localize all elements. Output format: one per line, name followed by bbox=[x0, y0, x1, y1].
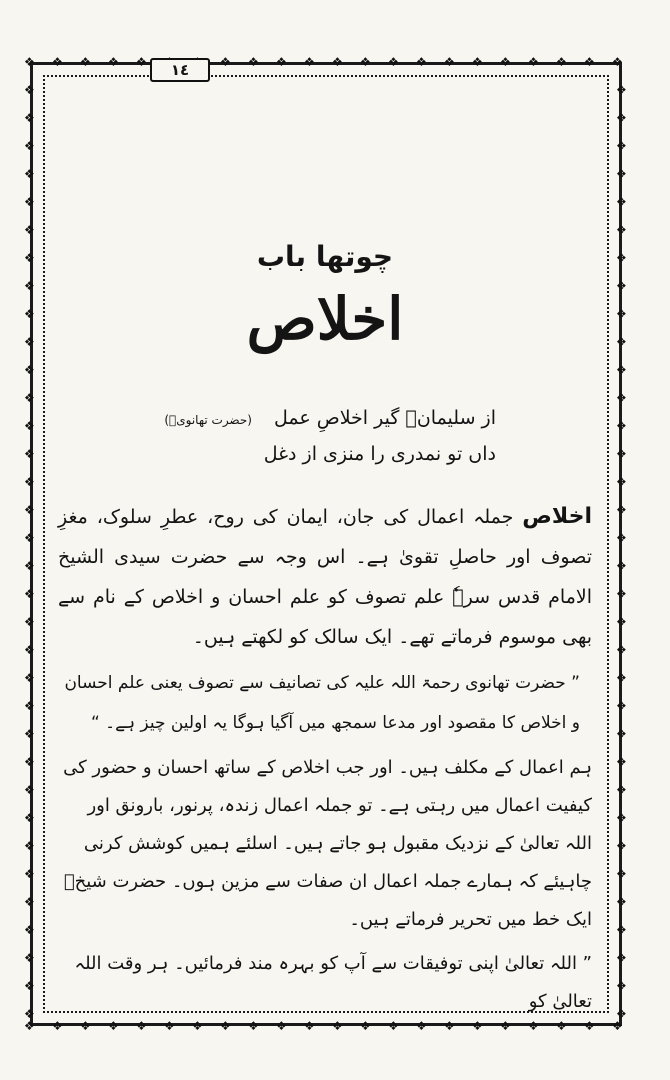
border-ornament: ❖ bbox=[24, 391, 35, 405]
border-ornament: ❖ bbox=[616, 615, 627, 629]
border-ornament: ❖ bbox=[24, 307, 35, 321]
border-ornament: ❖ bbox=[616, 167, 627, 181]
border-ornament: ❖ bbox=[616, 559, 627, 573]
quote: ” حضرت تھانوی رحمۃ اللہ علیہ کی تصانیف سے تصوف یعنی علم احسان و اخلاص کا مقصود اور مدعا سمجھ میں آگیا ہوگا یہ اولین چیز ہے۔ “ bbox=[64, 673, 580, 733]
border-ornament: ❖ bbox=[616, 755, 627, 769]
border-ornament: ❖ bbox=[24, 335, 35, 349]
border-ornament: ❖ bbox=[24, 55, 35, 69]
border-ornament: ❖ bbox=[616, 419, 627, 433]
border-ornament: ❖ bbox=[616, 671, 627, 685]
border-ornament: ❖ bbox=[24, 475, 35, 489]
border-ornament: ❖ bbox=[24, 139, 35, 153]
border-ornament: ❖ bbox=[616, 447, 627, 461]
border-ornament: ❖ bbox=[80, 55, 91, 69]
verse-line-2: داں تو نمدری را منزی از دغل bbox=[263, 443, 496, 465]
border-ornament: ❖ bbox=[24, 839, 35, 853]
chapter-heading: چوتھا باب bbox=[256, 240, 394, 273]
border-ornament: ❖ bbox=[444, 55, 455, 69]
border-ornament: ❖ bbox=[192, 1019, 203, 1033]
border-ornament: ❖ bbox=[616, 223, 627, 237]
border-ornament: ❖ bbox=[24, 811, 35, 825]
paragraph-2: ہم اعمال کے مکلف ہیں۔ اور جب اخلاص کے ساتھ احسان و حضور کی کیفیت اعمال میں رہتی ہے۔ تو جملہ اعمال زندہ، پرنور، بارونق اور اللہ تعالیٰ کے نزدیک مقبول ہو جاتے ہیں۔ اسلئے ہمیں کوشش کرنی چاہیئے کہ ہمارے جملہ اعمال ان صفات سے مزین ہوں۔ حضرت شیخؒ ایک خط میں تحریر فرماتے ہیں۔ bbox=[63, 757, 592, 930]
border-ornament: ❖ bbox=[616, 951, 627, 965]
border-ornament: ❖ bbox=[24, 559, 35, 573]
border-ornament: ❖ bbox=[136, 1019, 147, 1033]
border-ornament: ❖ bbox=[276, 1019, 287, 1033]
border-ornament: ❖ bbox=[616, 195, 627, 209]
border-ornament: ❖ bbox=[108, 55, 119, 69]
border-ornament: ❖ bbox=[24, 447, 35, 461]
border-ornament: ❖ bbox=[584, 1019, 595, 1033]
border-ornament: ❖ bbox=[24, 587, 35, 601]
border-ornament: ❖ bbox=[472, 1019, 483, 1033]
border-ornament: ❖ bbox=[136, 55, 147, 69]
border-ornament: ❖ bbox=[304, 1019, 315, 1033]
paragraph-3: ” اللہ تعالیٰ اپنی توفیقات سے آپ کو بہرہ مند فرمائیں۔ ہر وقت اللہ تعالیٰ کو bbox=[74, 953, 592, 1012]
verse-line-1 bbox=[58, 401, 496, 437]
border-ornament: ❖ bbox=[24, 363, 35, 377]
border-ornament: ❖ bbox=[24, 951, 35, 965]
border-ornament: ❖ bbox=[616, 811, 627, 825]
border-ornament: ❖ bbox=[500, 1019, 511, 1033]
border-ornament: ❖ bbox=[108, 1019, 119, 1033]
border-ornament: ❖ bbox=[332, 55, 343, 69]
border-ornament: ❖ bbox=[616, 363, 627, 377]
border-ornament: ❖ bbox=[220, 55, 231, 69]
border-ornament: ❖ bbox=[24, 83, 35, 97]
border-ornament: ❖ bbox=[360, 55, 371, 69]
border-ornament: ❖ bbox=[616, 391, 627, 405]
border-ornament: ❖ bbox=[24, 867, 35, 881]
border-ornament: ❖ bbox=[616, 531, 627, 545]
border-ornament: ❖ bbox=[616, 643, 627, 657]
border-ornament: ❖ bbox=[24, 699, 35, 713]
verse-credit: (حضرت تھانویؒ) bbox=[164, 413, 252, 427]
border-ornament: ❖ bbox=[584, 55, 595, 69]
border-ornament: ❖ bbox=[360, 1019, 371, 1033]
border-ornament: ❖ bbox=[616, 839, 627, 853]
border-ornament: ❖ bbox=[616, 279, 627, 293]
border-ornament: ❖ bbox=[528, 55, 539, 69]
border-ornament: ❖ bbox=[24, 755, 35, 769]
border-ornament: ❖ bbox=[444, 1019, 455, 1033]
border-ornament: ❖ bbox=[24, 1019, 35, 1033]
border-ornament: ❖ bbox=[164, 1019, 175, 1033]
border-ornament: ❖ bbox=[472, 55, 483, 69]
border-ornament: ❖ bbox=[616, 1007, 627, 1021]
border-ornament: ❖ bbox=[616, 979, 627, 993]
border-ornament: ❖ bbox=[24, 419, 35, 433]
border-ornament: ❖ bbox=[616, 503, 627, 517]
border-ornament: ❖ bbox=[24, 503, 35, 517]
border-ornament: ❖ bbox=[616, 251, 627, 265]
border-ornament: ❖ bbox=[416, 1019, 427, 1033]
border-ornament: ❖ bbox=[388, 55, 399, 69]
verse-line-1-text: از سلیمانؑ گیر اخلاصِ عمل bbox=[274, 407, 496, 429]
chapter-title: اخلاص bbox=[246, 285, 404, 353]
border-ornament: ❖ bbox=[616, 895, 627, 909]
border-ornament: ❖ bbox=[616, 783, 627, 797]
border-ornament: ❖ bbox=[616, 335, 627, 349]
paragraph-1 bbox=[58, 497, 592, 657]
border-ornament: ❖ bbox=[248, 1019, 259, 1033]
border-ornament: ❖ bbox=[24, 195, 35, 209]
border-ornament: ❖ bbox=[616, 923, 627, 937]
border-ornament: ❖ bbox=[220, 1019, 231, 1033]
border-ornament: ❖ bbox=[612, 55, 623, 69]
border-ornament: ❖ bbox=[388, 1019, 399, 1033]
border-ornament: ❖ bbox=[24, 1007, 35, 1021]
border-ornament: ❖ bbox=[24, 223, 35, 237]
border-ornament: ❖ bbox=[616, 727, 627, 741]
border-ornament: ❖ bbox=[24, 671, 35, 685]
page-content bbox=[58, 240, 592, 1021]
border-ornament: ❖ bbox=[612, 1019, 623, 1033]
border-ornament: ❖ bbox=[528, 1019, 539, 1033]
border-ornament: ❖ bbox=[24, 615, 35, 629]
page-number: ١٤ bbox=[150, 58, 210, 82]
border-ornament: ❖ bbox=[616, 139, 627, 153]
border-ornament: ❖ bbox=[416, 55, 427, 69]
border-ornament: ❖ bbox=[276, 55, 287, 69]
border-ornament: ❖ bbox=[556, 55, 567, 69]
border-ornament: ❖ bbox=[616, 475, 627, 489]
paragraph-1-lead: اخلاص bbox=[522, 504, 592, 529]
border-ornament: ❖ bbox=[24, 783, 35, 797]
border-ornament: ❖ bbox=[556, 1019, 567, 1033]
border-ornament: ❖ bbox=[24, 111, 35, 125]
border-ornament: ❖ bbox=[52, 1019, 63, 1033]
border-ornament: ❖ bbox=[616, 867, 627, 881]
border-ornament: ❖ bbox=[248, 55, 259, 69]
persian-verse bbox=[58, 401, 592, 471]
border-ornament: ❖ bbox=[616, 111, 627, 125]
border-ornament: ❖ bbox=[80, 1019, 91, 1033]
border-ornament: ❖ bbox=[52, 55, 63, 69]
border-ornament: ❖ bbox=[304, 55, 315, 69]
border-ornament: ❖ bbox=[332, 1019, 343, 1033]
border-ornament: ❖ bbox=[24, 895, 35, 909]
border-ornament: ❖ bbox=[24, 279, 35, 293]
border-ornament: ❖ bbox=[616, 307, 627, 321]
border-ornament: ❖ bbox=[500, 55, 511, 69]
border-ornament: ❖ bbox=[616, 83, 627, 97]
paragraph-1-text: جملہ اعمال کی جان، ایمان کی روح، عطرِ سلوک، مغزِ تصوف اور حاصلِ تقویٰ ہے۔ اس وجہ سے حضرت سیدی الشیخ الامام قدس سرہٗ علم تصوف کو علم احسان و اخلاص کے نام سے بھی موسوم فرماتے تھے۔ ایک سالک کو لکھتے ہیں۔ bbox=[58, 506, 592, 648]
border-ornament: ❖ bbox=[24, 531, 35, 545]
border-ornament: ❖ bbox=[616, 699, 627, 713]
border-ornament: ❖ bbox=[24, 727, 35, 741]
border-ornament: ❖ bbox=[24, 923, 35, 937]
border-ornament: ❖ bbox=[24, 167, 35, 181]
border-ornament: ❖ bbox=[24, 251, 35, 265]
border-ornament: ❖ bbox=[616, 587, 627, 601]
border-ornament: ❖ bbox=[24, 979, 35, 993]
border-ornament: ❖ bbox=[24, 643, 35, 657]
